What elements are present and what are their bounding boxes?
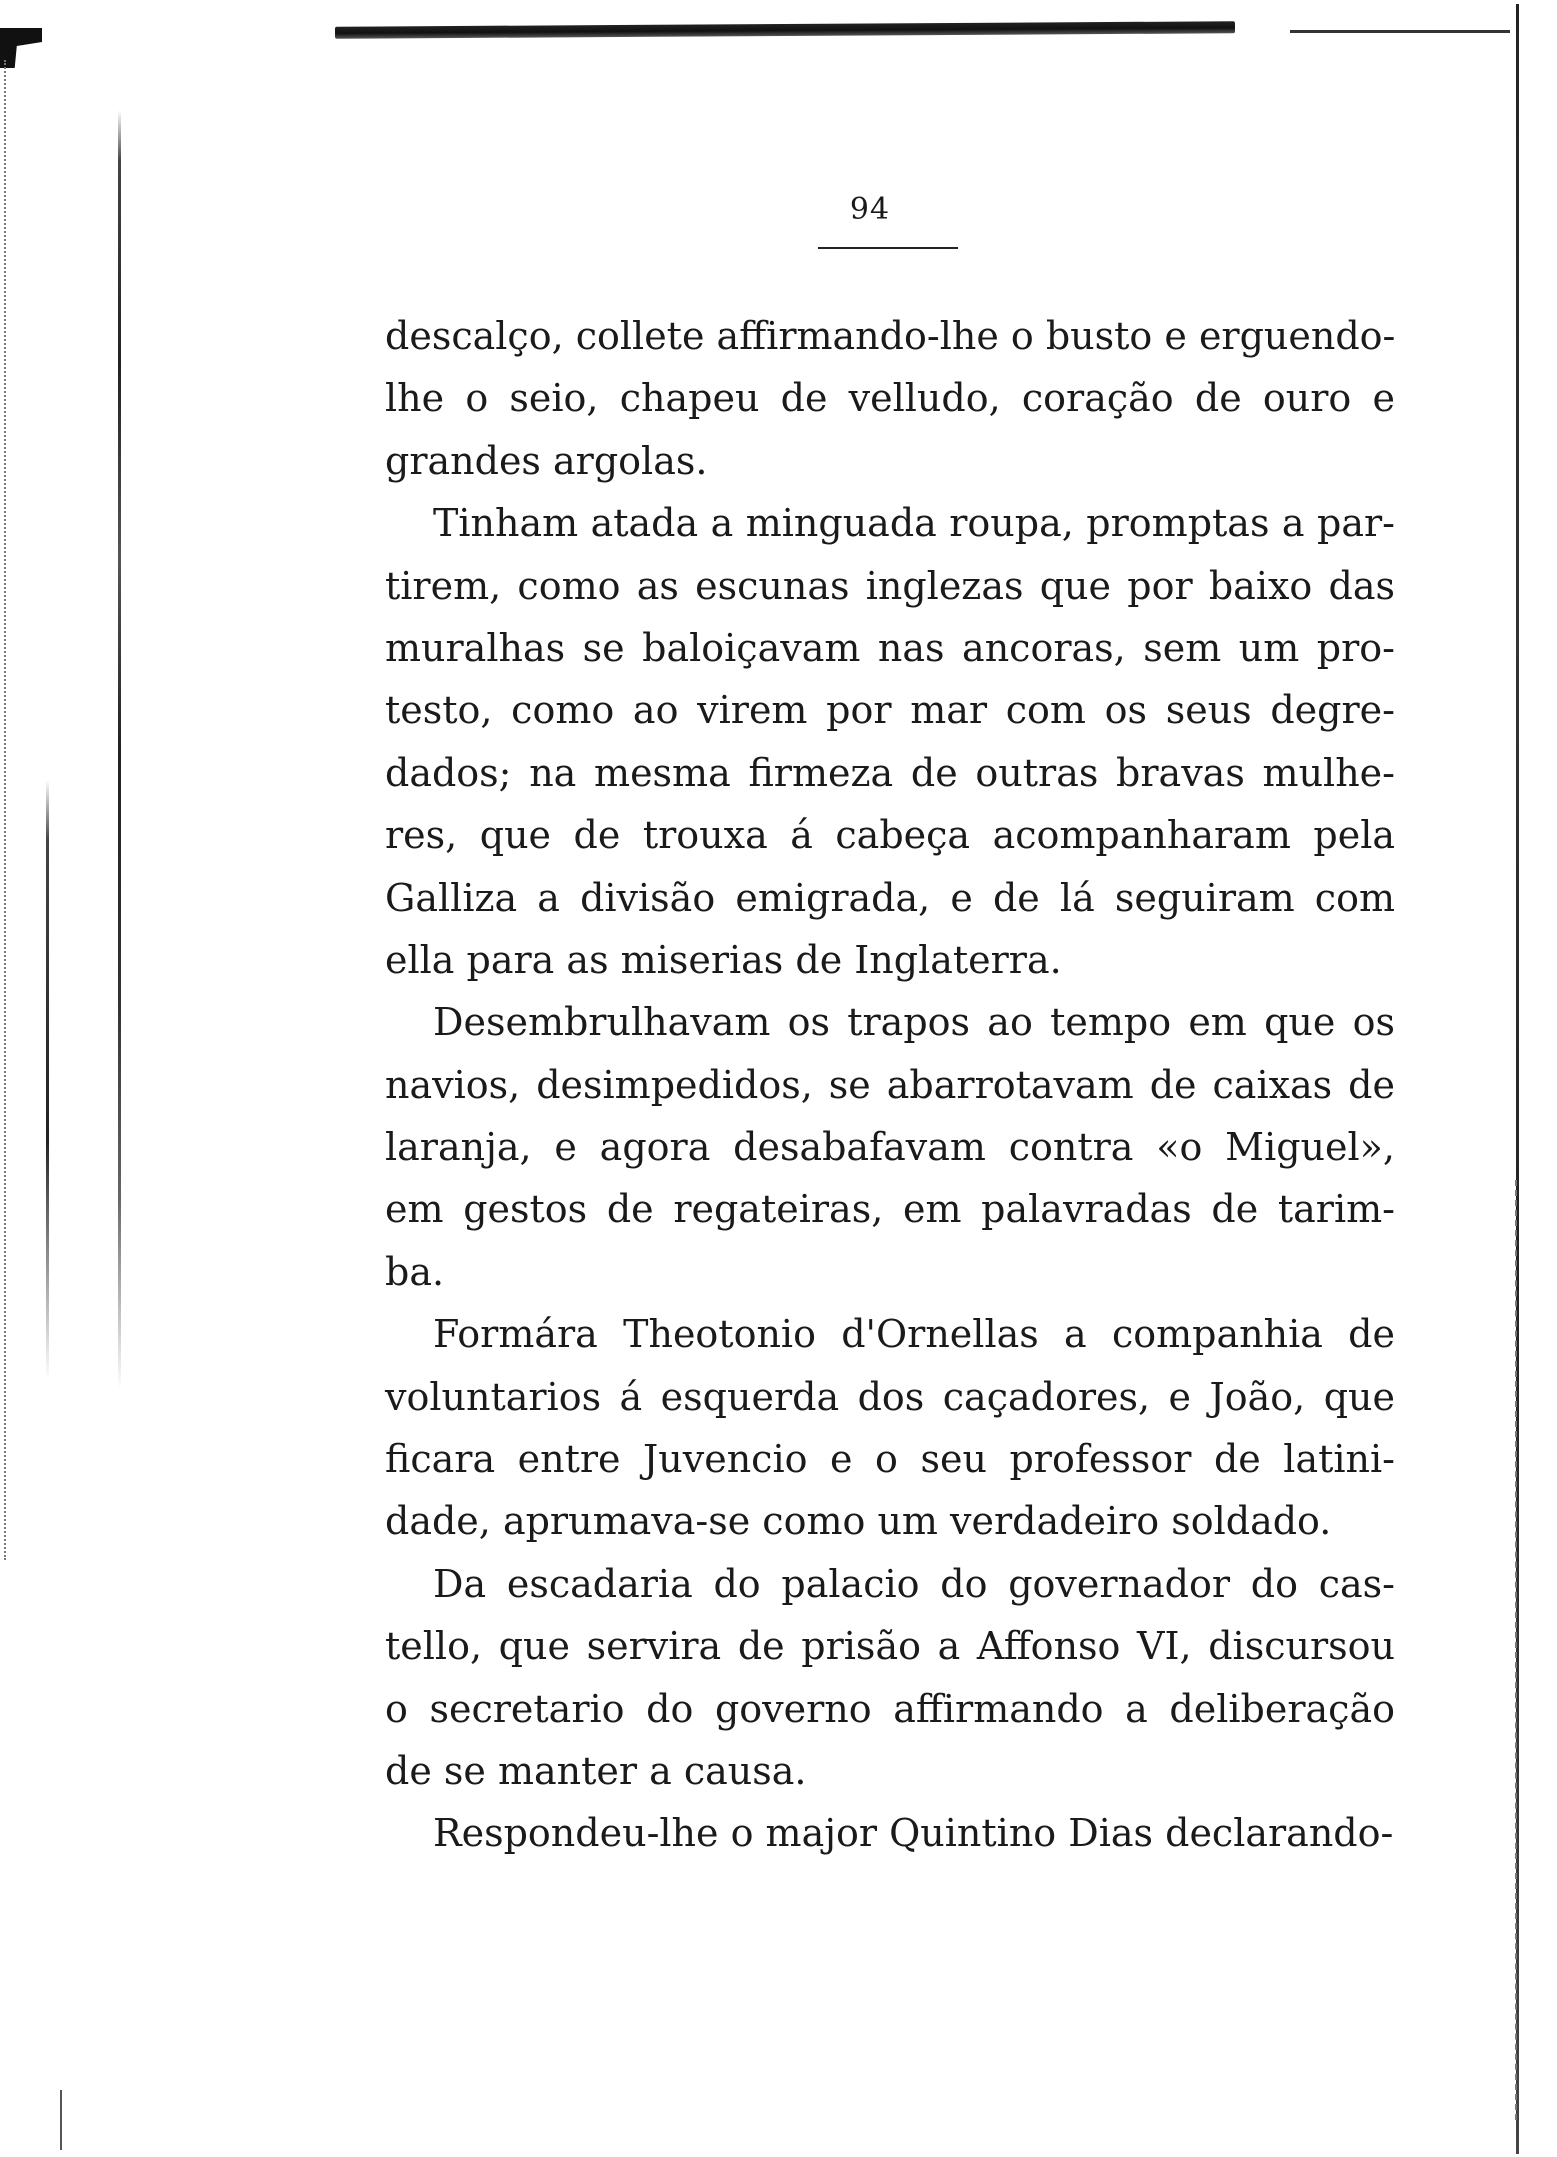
text-line: dados; na mesma firmeza de outras bravas mulhe- xyxy=(385,750,1395,795)
scan-right-edge-dots xyxy=(1505,1180,1517,2120)
text-line: ella para as miserias de Inglaterra. xyxy=(385,937,1062,982)
text-line: Tinham atada a minguada roupa, promptas a par- xyxy=(433,501,1395,546)
text-line: descalço, collete affirmando-lhe o busto e erguendo- xyxy=(385,314,1396,358)
text-line: grandes argolas. xyxy=(385,438,708,483)
text-line: Desembrulhavam os trapos ao tempo em que os xyxy=(433,1000,1395,1045)
text-line: de se manter a causa. xyxy=(385,1748,807,1793)
text-line: navios, desimpedidos, se abarrotavam de caixas de xyxy=(385,1062,1395,1107)
text-line: Da escadaria do palacio do governador do cas- xyxy=(433,1561,1395,1606)
text-line: em gestos de regateiras, em palavradas de tarim- xyxy=(385,1187,1395,1232)
text-line: testo, como ao virem por mar com os seus degre- xyxy=(385,688,1395,733)
text-line: muralhas se baloiçavam nas ancoras, sem um pro- xyxy=(385,625,1395,670)
page-number: 94 xyxy=(849,192,891,227)
text-line: ba. xyxy=(385,1249,445,1294)
text-line: ficara entre Juvencio e o seu professor de latini- xyxy=(385,1437,1395,1482)
text-line: res, que de trouxa á cabeça acompanharam pela xyxy=(385,813,1395,858)
scan-left-margin-line xyxy=(46,780,49,1380)
text-line: o secretario do governo affirmando a deliberação xyxy=(385,1686,1395,1731)
text-line: lhe o seio, chapeu de velludo, coração de ouro e xyxy=(385,376,1395,421)
scan-left-edge xyxy=(4,60,12,1560)
text-line: Formára Theotonio d'Ornellas a companhia de xyxy=(433,1312,1395,1357)
text-line: tello, que servira de prisão a Affonso VI, discursou xyxy=(385,1624,1395,1669)
text-line: laranja, e agora desabafavam contra «o Miguel», xyxy=(385,1125,1395,1170)
text-line: tirem, como as escunas inglezas que por baixo das xyxy=(385,563,1395,608)
text-line: voluntarios á esquerda dos caçadores, e João, que xyxy=(385,1374,1395,1419)
scan-top-rule xyxy=(335,21,1235,38)
body-text xyxy=(385,305,1395,1865)
scan-left-binding-line xyxy=(118,110,121,1390)
text-line: Galliza a divisão emigrada, e de lá seguiram com xyxy=(385,875,1395,920)
page-number-rule xyxy=(818,247,958,249)
scan-top-rule-thin xyxy=(1290,30,1510,33)
text-line: dade, aprumava-se como um verdadeiro soldado. xyxy=(385,1499,1332,1544)
text-line: Respondeu-lhe o major Quintino Dias declarando- xyxy=(433,1811,1394,1856)
scan-left-bottom-mark xyxy=(60,2090,62,2150)
